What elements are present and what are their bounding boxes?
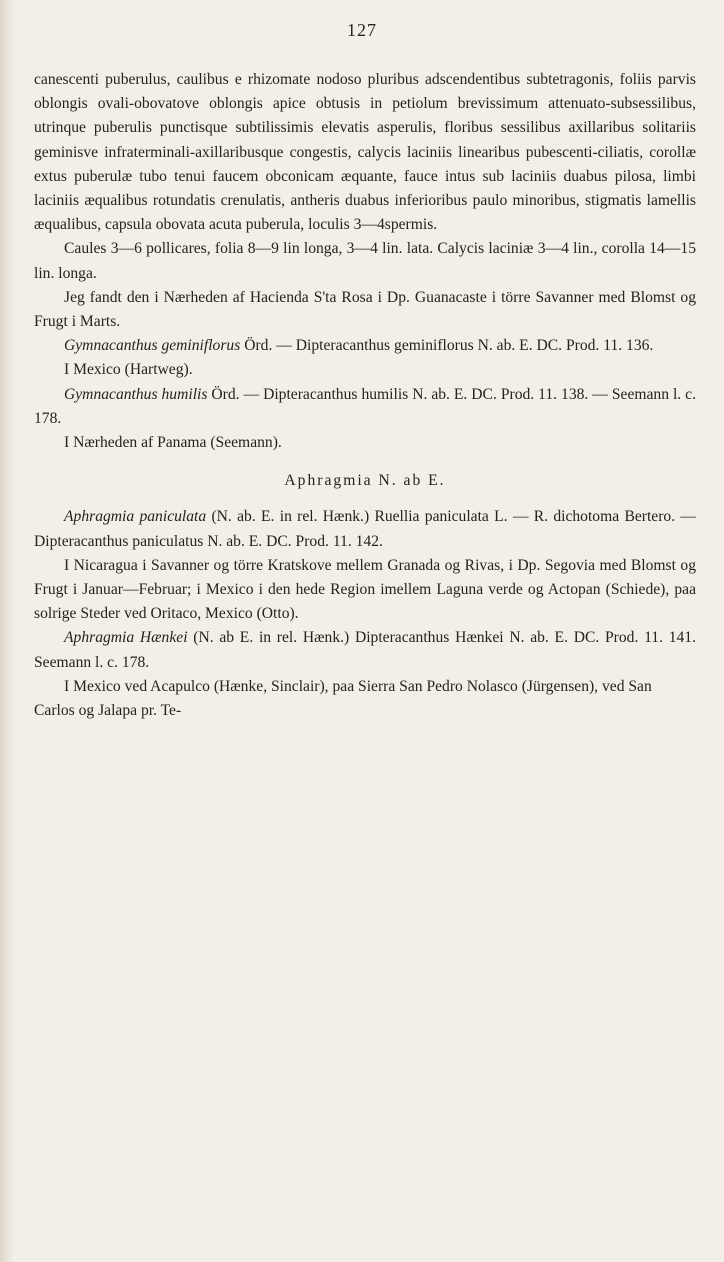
page-body — [34, 68, 696, 723]
locality-nicaragua: I Nicaragua i Savanner og törre Kratskove mellem Granada og Rivas, i Dp. Segovia med Blomst og Frugt i Januar—Februar; i Mexico i den hede Region imellem Laguna verde og Actopan (Schiede), paa solrige Steder ved Oritaco, Mexico (Otto). — [34, 556, 696, 623]
species-name: Aphragmia paniculata — [64, 508, 207, 526]
locality-panama: I Nærheden af Panama (Seemann). — [64, 434, 282, 452]
page-spine-shadow — [0, 0, 14, 1262]
page-number: 127 — [347, 20, 377, 40]
genus-heading: Aphragmia N. ab E. — [284, 472, 446, 490]
locality-mexico-hartweg: I Mexico (Hartweg). — [64, 361, 193, 379]
species-name: Gymnacanthus geminiflorus — [64, 337, 241, 355]
collection-note-paragraph: Jeg fandt den i Nærheden af Hacienda S'ta Rosa i Dp. Guanacaste i törre Savanner med Blomst og Frugt i Marts. — [34, 288, 696, 331]
species-entry-geminiflorus — [34, 334, 696, 358]
species-synonyms: Örd. — Dipteracanthus humilis N. ab. E. DC. Prod. 11. 138. — Seemann l. c. 178. — [34, 385, 696, 427]
species-synonyms: (N. ab E. in rel. Hænk.) Dipteracanthus Hænkei N. ab. E. DC. Prod. 11. 141. Seemann l. c. 178. — [34, 629, 696, 671]
species-entry-humilis — [34, 383, 696, 431]
species-entry-haenkei — [34, 626, 696, 674]
species-synonyms: Örd. — Dipteracanthus geminiflorus N. ab. E. DC. Prod. 11. 136. — [240, 337, 654, 355]
measurements-paragraph: Caules 3—6 pollicares, folia 8—9 lin longa, 3—4 lin. lata. Calycis laciniæ 3—4 lin., corolla 14—15 lin. longa. — [34, 240, 696, 282]
species-name: Aphragmia Hænkei — [64, 629, 188, 647]
species-entry-paniculata — [34, 505, 696, 553]
locality-acapulco: I Mexico ved Acapulco (Hænke, Sinclair), paa Sierra San Pedro Nolasco (Jürgensen), ved San Carlos og Jalapa pr. Te- — [34, 677, 652, 720]
species-name: Gymnacanthus humilis — [64, 385, 208, 403]
species-synonyms: (N. ab. E. in rel. Hænk.) Ruellia paniculata L. — R. dichotoma Bertero. — Dipteracanthus paniculatus N. ab. E. DC. Prod. 11. 142. — [34, 508, 696, 550]
description-paragraph: canescenti puberulus, caulibus e rhizomate nodoso pluribus adscendentibus subtetragonis, foliis parvis oblongis ovali-obovatove oblongis apice obtusis in petiolum brevissimum attenuato-subsessilibus, utrinque puberulis punctisque subtilissimis elevatis asperulis, floribus sessilibus axillaribus solitariis geminisve infraterminali-axillaribusque congestis, calycis laciniis linearibus pubescenti-ciliatis, corollæ extus puberulæ tubo tenui faucem obconicam æquante, fauce intus sub laciniis duabus pilosa, limbi laciniis æqualibus rotundatis crenulatis, antheris duabus inferioribus paulo minoribus, stigmatis lamellis æqualibus, capsula obovata acuta puberula, loculis 3—4spermis. — [34, 71, 696, 234]
